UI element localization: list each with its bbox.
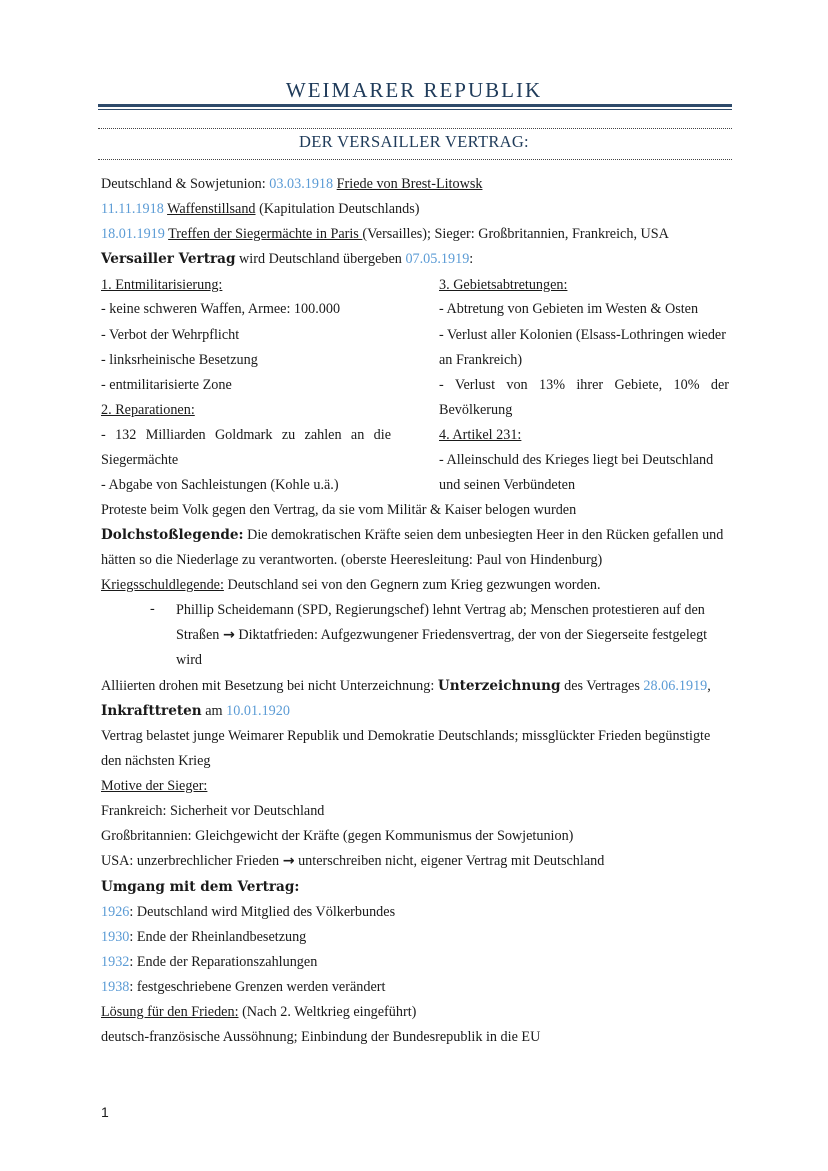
timeline-1932: 1932: Ende der Reparationszahlungen <box>101 954 318 970</box>
arrow-right-icon: → <box>282 853 295 869</box>
text-loesung: Lösung für den Frieden: (Nach 2. Weltkrieg eingeführt) <box>101 1004 417 1020</box>
list-item: - entmilitarisierte Zone <box>101 377 232 393</box>
list-item-continued: Bevölkerung <box>439 402 513 418</box>
intro-line-paris: 18.01.1919 Treffen der Siegermächte in Paris (Versailles); Sieger: Großbritannien, Frankreich, USA <box>101 226 669 242</box>
intro-line-brest: Deutschland & Sowjetunion: 03.03.1918 Friede von Brest-Litowsk <box>101 176 483 192</box>
intro-line-versailles: Versailler Vertrag wird Deutschland übergeben 07.05.1919: <box>101 251 474 267</box>
text-belastet-2: den nächsten Krieg <box>101 753 211 769</box>
text-dolchstoss-2: hätten so die Niederlage zu verantworten. (oberste Heeresleitung: Paul von Hindenburg) <box>101 552 603 568</box>
section-subtitle: DER VERSAILLER VERTRAG: <box>299 132 529 151</box>
list-item: - Abtretung von Gebieten im Westen & Osten <box>439 301 699 317</box>
list-item: - 132 Milliarden Goldmark zu zahlen an die <box>101 427 391 443</box>
heading-umgang: Umgang mit dem Vertrag: <box>101 879 300 895</box>
list-item-continued: an Frankreich) <box>439 352 523 368</box>
text-alliierte: Alliierten drohen mit Besetzung bei nicht Unterzeichnung: Unterzeichnung des Vertrages 28.06.1919, <box>101 678 711 694</box>
intro-line-waffenstillstand: 11.11.1918 Waffenstillsand (Kapitulation Deutschlands) <box>101 201 420 217</box>
arrow-right-icon: → <box>222 627 235 643</box>
text-proteste: Proteste beim Volk gegen den Vertrag, da sie vom Militär & Kaiser belogen wurden <box>101 502 577 518</box>
text-inkrafttreten: Inkrafttreten am 10.01.1920 <box>101 703 290 719</box>
heading-motive: Motive der Sieger: <box>101 778 208 794</box>
list-item-continued: und seinen Verbündeten <box>439 477 576 493</box>
list-item: - linksrheinische Besetzung <box>101 352 258 368</box>
list-item: - Verlust aller Kolonien (Elsass-Lothringen wieder <box>439 327 726 343</box>
timeline-1938: 1938: festgeschriebene Grenzen werden verändert <box>101 979 386 995</box>
subtitle-divider-bottom <box>98 159 732 160</box>
list-item-continued: Siegermächte <box>101 452 179 468</box>
list-item: - Verlust von 13% ihrer Gebiete, 10% der <box>439 377 729 393</box>
text-scheidemann-3: wird <box>176 652 203 668</box>
text-scheidemann-2: Straßen → Diktatfrieden: Aufgezwungener Friedensvertrag, der von der Siegerseite festgelegt <box>176 627 708 643</box>
list-item: - keine schweren Waffen, Armee: 100.000 <box>101 301 341 317</box>
motive-grossbritannien: Großbritannien: Gleichgewicht der Kräfte (gegen Kommunismus der Sowjetunion) <box>101 828 574 844</box>
heading-entmilitarisierung: 1. Entmilitarisierung: <box>101 277 223 293</box>
text-kriegsschuld: Kriegsschuldlegende: Deutschland sei von den Gegnern zum Krieg gezwungen worden. <box>101 577 601 593</box>
motive-frankreich: Frankreich: Sicherheit vor Deutschland <box>101 803 325 819</box>
text-aussoehnung: deutsch-französische Aussöhnung; Einbindung der Bundesrepublik in die EU <box>101 1029 541 1045</box>
motive-usa: USA: unzerbrechlicher Frieden → unterschreiben nicht, eigener Vertrag mit Deutschland <box>101 853 605 869</box>
subtitle-divider-top <box>98 128 732 129</box>
heading-gebietsabtretungen: 3. Gebietsabtretungen: <box>439 277 568 293</box>
list-item: - Abgabe von Sachleistungen (Kohle u.ä.) <box>101 477 339 493</box>
list-item: - Verbot der Wehrpflicht <box>101 327 240 343</box>
timeline-1930: 1930: Ende der Rheinlandbesetzung <box>101 929 307 945</box>
timeline-1926: 1926: Deutschland wird Mitglied des Völkerbundes <box>101 904 396 920</box>
text-scheidemann-1: Phillip Scheidemann (SPD, Regierungschef) lehnt Vertrag ab; Menschen protestieren auf den <box>176 602 705 618</box>
page-number: 1 <box>101 1104 109 1120</box>
page-title: WEIMARER REPUBLIK <box>285 78 543 102</box>
bullet-dash: - <box>150 601 155 617</box>
title-rule-thick <box>98 104 732 107</box>
heading-artikel-231: 4. Artikel 231: <box>439 427 522 443</box>
text-belastet-1: Vertrag belastet junge Weimarer Republik und Demokratie Deutschlands; missglückter Frieden begünstigte <box>101 728 711 744</box>
list-item: - Alleinschuld des Krieges liegt bei Deutschland <box>439 452 714 468</box>
heading-reparationen: 2. Reparationen: <box>101 402 195 418</box>
text-dolchstoss-1: Dolchstoßlegende: Die demokratischen Kräfte seien dem unbesiegten Heer in den Rücken gefallen und <box>101 527 724 543</box>
title-rule-thin <box>98 109 732 110</box>
